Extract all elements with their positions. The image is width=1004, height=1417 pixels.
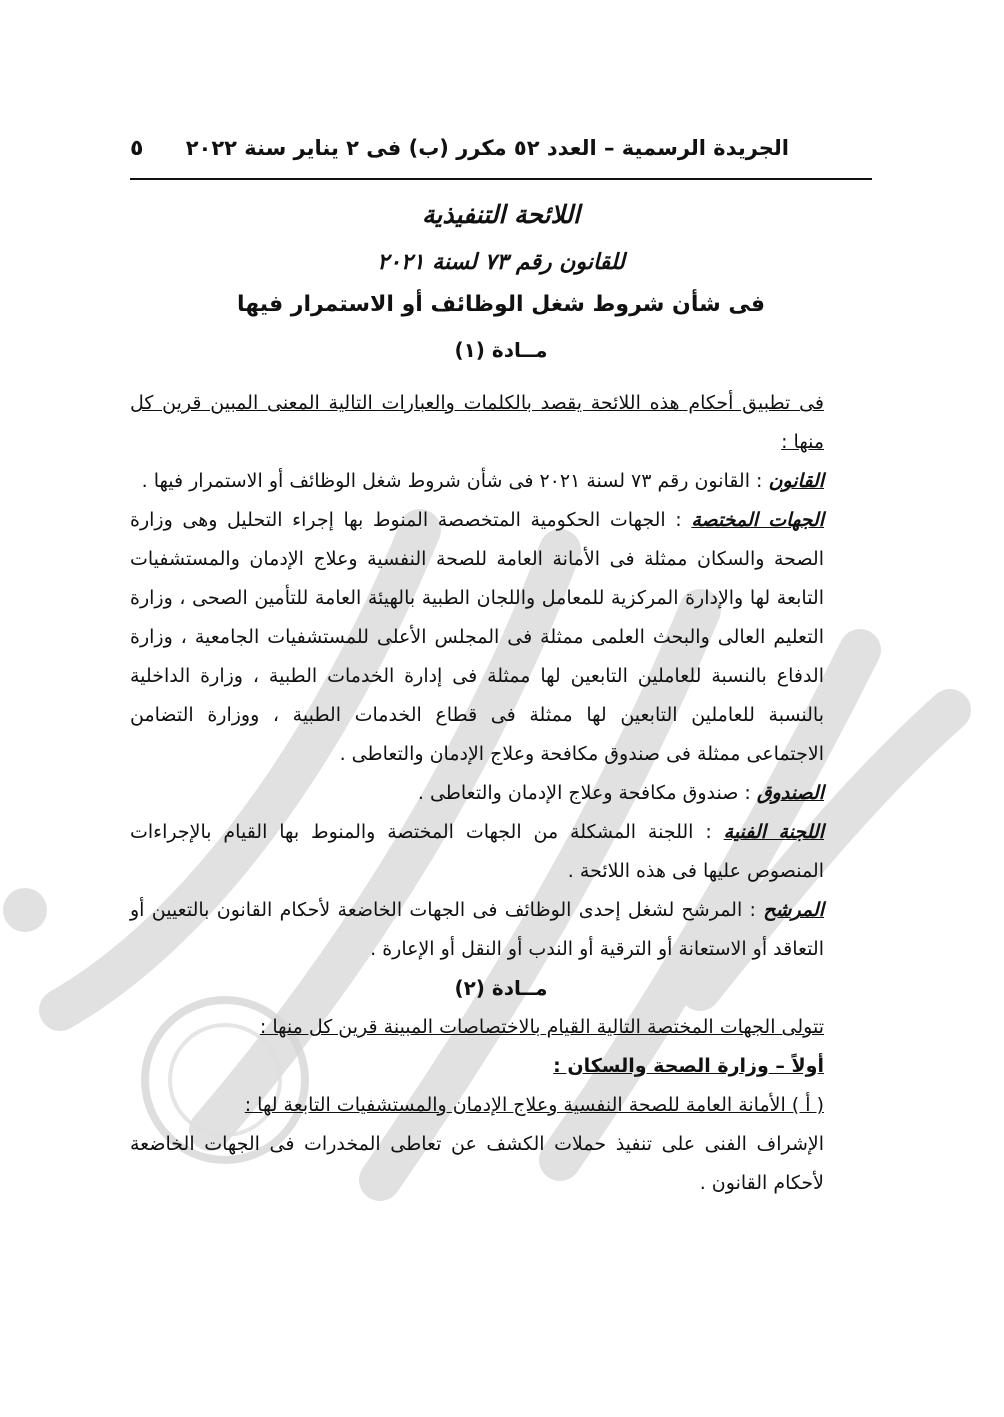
definition-text: : القانون رقم ٧٣ لسنة ٢٠٢١ فى شأن شروط شغل الوظائف أو الاستمرار فيها .	[141, 470, 769, 492]
definition-technical-committee	[130, 813, 872, 891]
definition-authorities	[130, 501, 872, 774]
article-2-heading: مــادة (٢)	[454, 976, 548, 1000]
page-header	[130, 128, 789, 168]
definition-term: الجهات المختصة	[691, 509, 824, 531]
definition-term: الصندوق	[756, 782, 824, 804]
article-1-intro: فى تطبيق أحكام هذه اللائحة يقصد بالكلمات والعبارات التالية المعنى المبين قرين كل منها :	[130, 392, 824, 453]
law-title: للقانون رقم ٧٣ لسنة ٢٠٢١	[377, 250, 625, 275]
article-1-heading: مــادة (١)	[454, 338, 548, 362]
definition-text: : صندوق مكافحة وعلاج الإدمان والتعاطى .	[417, 782, 757, 804]
item-a: ( أ ) الأمانة العامة للصحة النفسية وعلاج الإدمان والمستشفيات التابعة لها :	[244, 1094, 824, 1116]
subject-title: فى شأن شروط شغل الوظائف أو الاستمرار فيها	[236, 292, 766, 317]
ministry-health-heading: أولاً – وزارة الصحة والسكان :	[553, 1055, 824, 1077]
supervision-task: الإشراف الفنى على تنفيذ حملات الكشف عن تعاطى المخدرات فى الجهات الخاضعة لأحكام القانون .	[130, 1133, 824, 1194]
definition-term: المرشح	[763, 899, 824, 921]
definition-text: : اللجنة المشكلة من الجهات المختصة والمنوط بها القيام بالإجراءات المنصوص عليها فى هذه اللائحة .	[130, 821, 824, 882]
page-number: ٥	[130, 135, 144, 161]
article-1-body	[130, 384, 872, 1203]
regulation-title: اللائحة التنفيذية	[421, 200, 580, 229]
definition-candidate	[130, 891, 872, 969]
article-2-intro: تتولى الجهات المختصة التالية القيام بالاختصاصات المبينة قرين كل منها :	[259, 1016, 824, 1038]
definition-fund	[130, 774, 872, 813]
header-divider	[130, 178, 872, 180]
definition-term: اللجنة الفنية	[723, 821, 824, 843]
header-title: الجريدة الرسمية – العدد ٥٢ مكرر (ب) فى ٢ يناير سنة ٢٠٢٢	[185, 136, 789, 160]
definition-text: : الجهات الحكومية المتخصصة المنوط بها إجراء التحليل وهى وزارة الصحة والسكان ممثلة فى الأمانة العامة للصحة النفسية وعلاج الإدمان والمستشفيات التابعة لها والإدارة المركزية للمعامل واللجان الطبية بالهيئة العامة للتأمين الصحى ، وزارة التعليم العالى والبحث العلمى ممثلة فى المجلس الأعلى للمستشفيات الجامعية ، وزارة الدفاع بالنسبة للعاملين التابعين لها ممثلة فى إدارة الخدمات الطبية ، وزارة الداخلية بالنسبة للعاملين التابعين لها ممثلة فى قطاع الخدمات الطبية ، ووزارة التضامن الاجتماعى ممثلة فى صندوق مكافحة وعلاج الإدمان والتعاطى .	[130, 509, 824, 765]
definition-text: : المرشح لشغل إحدى الوظائف فى الجهات الخاضعة لأحكام القانون بالتعيين أو التعاقد أو الاستعانة أو الترقية أو الندب أو النقل أو الإعارة .	[130, 899, 824, 960]
definition-term: القانون	[768, 470, 824, 492]
definition-law	[130, 462, 872, 501]
